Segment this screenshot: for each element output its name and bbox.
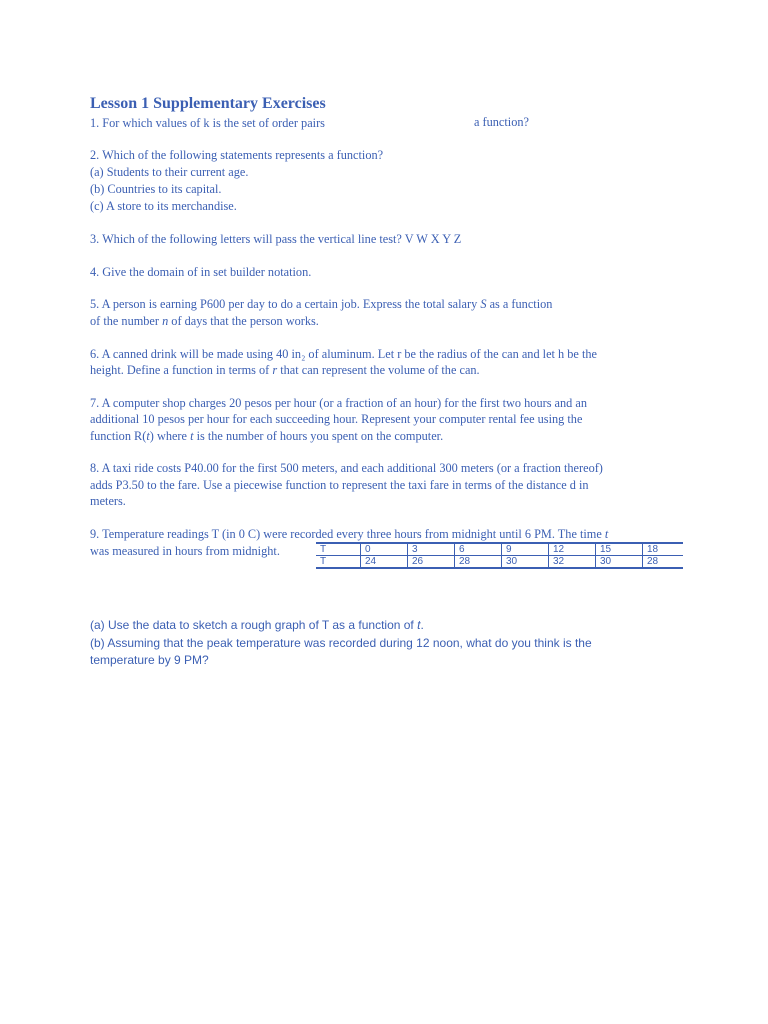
table-cell: 15 bbox=[596, 543, 643, 556]
variable-t: t bbox=[417, 618, 421, 632]
question-9-line-1 bbox=[90, 526, 608, 542]
question-8-line-3: meters. bbox=[90, 494, 126, 508]
table-cell: 6 bbox=[455, 543, 502, 556]
page-title: Lesson 1 Supplementary Exercises bbox=[90, 95, 326, 112]
table-cell: 28 bbox=[455, 556, 502, 569]
table-cell: 30 bbox=[596, 556, 643, 569]
question-6-text: that can represent the volume of the can. bbox=[277, 363, 480, 377]
question-5-line-2 bbox=[90, 313, 319, 329]
question-9-line-2: was measured in hours from midnight. bbox=[90, 544, 280, 558]
question-9a-text: (a) Use the data to sketch a rough graph of T as a function of bbox=[90, 618, 418, 632]
table-row bbox=[316, 543, 683, 556]
table-cell: 32 bbox=[549, 556, 596, 569]
question-3: 3. Which of the following letters will pass the vertical line test? V W X Y Z bbox=[90, 232, 462, 246]
question-8-line-2: adds P3.50 to the fare. Use a piecewise function to represent the taxi fare in terms of the distance d in bbox=[90, 478, 589, 492]
question-5-text: as a function bbox=[486, 297, 553, 311]
table-cell: 12 bbox=[549, 543, 596, 556]
temperature-table bbox=[316, 542, 683, 569]
table-cell: 24 bbox=[361, 556, 408, 569]
question-2-option-b: (b) Countries to its capital. bbox=[90, 182, 222, 196]
question-5-text: of days that the person works. bbox=[168, 314, 319, 328]
question-7-line-1: 7. A computer shop charges 20 pesos per hour (or a fraction of an hour) for the first two hours and an bbox=[90, 396, 587, 410]
question-7-text: is the number of hours you spent on the computer. bbox=[193, 429, 444, 443]
question-9-part-a bbox=[90, 617, 424, 634]
question-6-text: height. Define a function in terms of bbox=[90, 363, 273, 377]
table-cell: T bbox=[316, 556, 361, 569]
question-1-tail: a function? bbox=[474, 115, 529, 129]
question-1: 1. For which values of k is the set of order pairs bbox=[90, 116, 325, 130]
question-8-line-1: 8. A taxi ride costs P40.00 for the first 500 meters, and each additional 300 meters (or a fraction thereof) bbox=[90, 461, 603, 475]
question-5-text: of the number bbox=[90, 314, 163, 328]
question-6-line-1: 6. A canned drink will be made using 40 in₂ of aluminum. Let r be the radius of the can and let h be the bbox=[90, 347, 597, 361]
variable-r: r bbox=[272, 363, 278, 377]
question-7-line-3 bbox=[90, 428, 443, 444]
table-cell: T bbox=[316, 543, 361, 556]
question-9-part-b-line-1: (b) Assuming that the peak temperature was recorded during 12 noon, what do you think is the bbox=[90, 636, 592, 650]
question-7-text: function R( bbox=[90, 429, 147, 443]
question-2-option-a: (a) Students to their current age. bbox=[90, 165, 249, 179]
question-2: 2. Which of the following statements represents a function? bbox=[90, 148, 384, 162]
question-6-line-2 bbox=[90, 362, 480, 378]
variable-s: S bbox=[480, 297, 487, 311]
question-9a-text: . bbox=[420, 618, 424, 632]
variable-t: t bbox=[190, 429, 194, 443]
table-cell: 28 bbox=[643, 556, 684, 569]
variable-t: t bbox=[604, 527, 609, 541]
table-cell: 18 bbox=[643, 543, 684, 556]
question-4: 4. Give the domain of in set builder notation. bbox=[90, 265, 312, 279]
table-cell: 30 bbox=[502, 556, 549, 569]
table-cell: 26 bbox=[408, 556, 455, 569]
table-row bbox=[316, 556, 683, 569]
question-5-text: 5. A person is earning P600 per day to do a certain job. Express the total salary bbox=[90, 297, 481, 311]
question-7-line-2: additional 10 pesos per hour for each succeeding hour. Represent your computer rental fee using the bbox=[90, 412, 583, 426]
variable-n: n bbox=[162, 314, 169, 328]
table-cell: 0 bbox=[361, 543, 408, 556]
question-5-line-1 bbox=[90, 296, 552, 312]
question-9-part-b-line-2: temperature by 9 PM? bbox=[90, 653, 209, 667]
question-7-text: ) where bbox=[149, 429, 191, 443]
question-9-text: 9. Temperature readings T (in 0 C) were recorded every three hours from midnight until 6 PM. The time bbox=[90, 527, 605, 541]
table-cell: 3 bbox=[408, 543, 455, 556]
table-cell: 9 bbox=[502, 543, 549, 556]
question-2-option-c: (c) A store to its merchandise. bbox=[90, 199, 237, 213]
variable-t: t bbox=[146, 429, 150, 443]
